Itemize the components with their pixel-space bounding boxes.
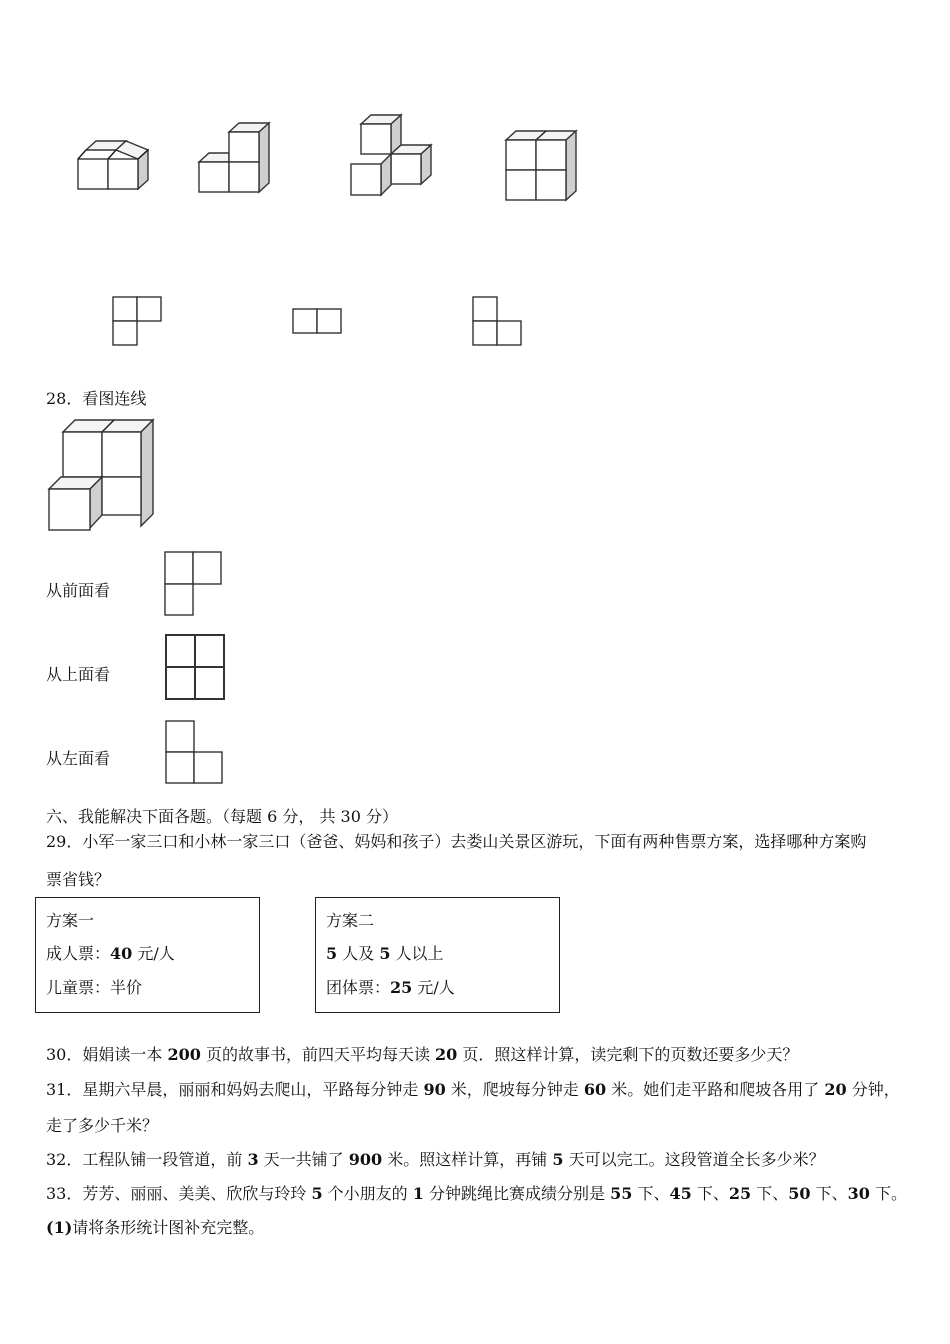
view-shape-3 xyxy=(472,296,532,356)
view-shape-2 xyxy=(292,308,352,348)
q30-text: 30．娟娟读一本 200 页的故事书，前四天平均每天读 20 页．照这样计算，读完剩下的页数还要多少天？ xyxy=(46,1045,799,1064)
q33-text: 33．芳芳、丽丽、美美、欣欣与玲玲 5 个小朋友的 1 分钟跳绳比赛成绩分别是 55 下、45 下、25 下、50 下、30 下。 xyxy=(46,1184,907,1203)
view-label-left: 从左面看 xyxy=(46,749,111,768)
q33-sub1: (1)请将条形统计图补充完整。 xyxy=(46,1218,265,1237)
q28-title: 28．看图连线 xyxy=(46,389,147,408)
plan-one-title: 方案一 xyxy=(46,911,95,930)
q29-text-line2: 票省钱？ xyxy=(46,870,111,889)
plan-two-title: 方案二 xyxy=(326,911,375,930)
plan-two-box xyxy=(315,897,560,1013)
view-label-front: 从前面看 xyxy=(46,581,111,600)
section-6-heading: 六、我能解决下面各题。（每题 6 分， 共 30 分） xyxy=(46,807,398,826)
top-view-grid[interactable] xyxy=(165,634,235,704)
q31-text-line1: 31．星期六早晨，丽丽和妈妈去爬山，平路每分钟走 90 米，爬坡每分钟走 60 米。她们走平路和爬坡各用了 20 分钟， xyxy=(46,1080,900,1099)
left-view-grid[interactable] xyxy=(165,720,235,790)
plan-one-child: 儿童票：半价 xyxy=(46,978,143,997)
q28-solid-figure xyxy=(45,418,165,538)
q32-text: 32．工程队铺一段管道，前 3 天一共铺了 900 米。照这样计算，再铺 5 天可以完工。这段管道全长多少米？ xyxy=(46,1150,825,1169)
front-view-grid[interactable] xyxy=(164,551,234,621)
plan-one-adult: 成人票：40 元/人 xyxy=(46,944,175,963)
plan-two-condition: 5 人及 5 人以上 xyxy=(326,944,444,963)
cube-figure-3 xyxy=(349,114,439,204)
cube-figure-2 xyxy=(197,122,277,202)
q29-text-line1: 29．小军一家三口和小林一家三口（爸爸、妈妈和孩子）去娄山关景区游玩，下面有两种售票方案，选择哪种方案购 xyxy=(46,832,867,851)
cube-figure-4 xyxy=(504,130,584,210)
plan-one-box xyxy=(35,897,260,1013)
view-label-top: 从上面看 xyxy=(46,665,111,684)
cube-figure-1 xyxy=(76,138,156,198)
plan-two-group: 团体票：25 元/人 xyxy=(326,978,455,997)
view-shape-1 xyxy=(112,296,172,356)
q31-text-line2: 走了多少千米？ xyxy=(46,1116,159,1135)
